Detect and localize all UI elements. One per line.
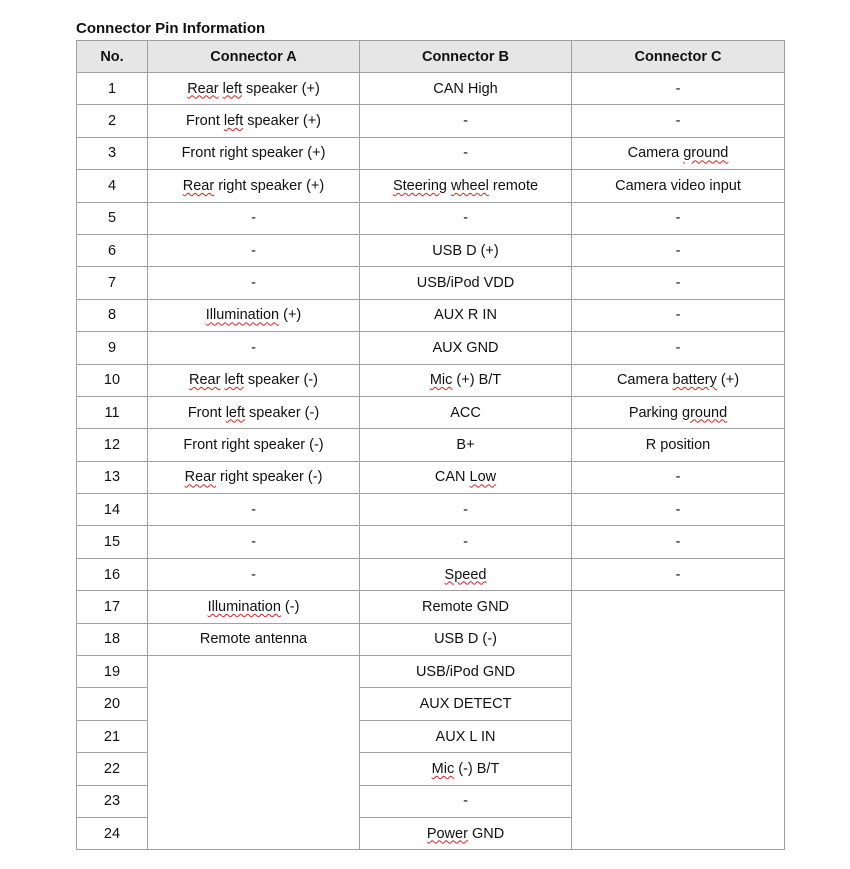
pin-number-cell: 11 [77, 396, 148, 428]
spellcheck-mark: Power [426, 825, 468, 842]
connector-b-cell: AUX GND [360, 332, 572, 364]
pin-number-cell: 1 [77, 73, 148, 105]
connector-b-cell: AUX R IN [360, 299, 572, 331]
pin-number-cell: 17 [77, 591, 148, 623]
connector-b-cell: CAN Low [360, 461, 572, 493]
table-row [77, 170, 785, 202]
table-row [77, 461, 785, 493]
connector-a-cell: Front left speaker (-) [148, 396, 360, 428]
pin-number-cell: 19 [77, 656, 148, 688]
connector-b-cell: ACC [360, 396, 572, 428]
connector-a-cell: Illumination (+) [148, 299, 360, 331]
table-row [77, 267, 785, 299]
spellcheck-mark: Rear [184, 469, 217, 486]
connector-b-cell: - [360, 105, 572, 137]
connector-c-cell: Camera battery (+) [572, 364, 785, 396]
connector-a-cell: Remote antenna [148, 623, 360, 655]
connector-a-cell: Front right speaker (-) [148, 429, 360, 461]
connector-b-cell: Power GND [360, 817, 572, 849]
connector-b-cell: - [360, 494, 572, 526]
table-row [77, 332, 785, 364]
table-row [77, 299, 785, 331]
pin-number-cell: 5 [77, 202, 148, 234]
table-row [77, 137, 785, 169]
table-header-row [77, 41, 785, 73]
connector-c-cell: R position [572, 429, 785, 461]
spellcheck-mark: Mic [431, 760, 455, 777]
connector-b-cell: USB/iPod GND [360, 656, 572, 688]
table-row [77, 73, 785, 105]
connector-a-cell: Front right speaker (+) [148, 137, 360, 169]
spellcheck-mark: left [222, 80, 243, 97]
connector-c-cell: - [572, 202, 785, 234]
connector-a-cell: - [148, 234, 360, 266]
connector-c-cell: - [572, 461, 785, 493]
connector-a-cell: Rear left speaker (+) [148, 73, 360, 105]
spellcheck-mark: left [223, 113, 244, 130]
connector-b-cell: AUX L IN [360, 720, 572, 752]
spellcheck-mark: Illumination [207, 598, 281, 615]
table-row [77, 396, 785, 428]
connector-c-cell: Camera ground [572, 137, 785, 169]
table-row [77, 234, 785, 266]
connector-b-cell: AUX DETECT [360, 688, 572, 720]
spellcheck-mark: Rear [182, 177, 215, 194]
connector-b-cell: Mic (-) B/T [360, 753, 572, 785]
connector-c-cell: - [572, 558, 785, 590]
spellcheck-mark: Rear [189, 372, 221, 389]
connector-c-cell: Camera video input [572, 170, 785, 202]
pin-number-cell: 15 [77, 526, 148, 558]
pin-number-cell: 23 [77, 785, 148, 817]
connector-c-cell: - [572, 234, 785, 266]
spellcheck-mark: Rear [187, 80, 219, 97]
pin-number-cell: 14 [77, 494, 148, 526]
table-row [77, 591, 785, 623]
pin-number-cell: 13 [77, 461, 148, 493]
connector-b-cell: Mic (+) B/T [360, 364, 572, 396]
connector-b-cell: Remote GND [360, 591, 572, 623]
pin-number-cell: 8 [77, 299, 148, 331]
connector-b-cell: - [360, 137, 572, 169]
connector-a-cell: Rear right speaker (+) [148, 170, 360, 202]
spellcheck-mark: Low [469, 469, 497, 486]
pin-number-cell: 4 [77, 170, 148, 202]
pin-number-cell: 2 [77, 105, 148, 137]
table-body [77, 73, 785, 850]
pin-number-cell: 10 [77, 364, 148, 396]
column-header-no: No. [77, 41, 148, 73]
connector-a-cell: Rear left speaker (-) [148, 364, 360, 396]
column-header-connector-c: Connector C [572, 41, 785, 73]
connector-pin-table [76, 40, 785, 850]
spellcheck-mark: ground [683, 145, 729, 162]
connector-a-cell: - [148, 526, 360, 558]
pin-number-cell: 6 [77, 234, 148, 266]
pin-number-cell: 22 [77, 753, 148, 785]
connector-a-cell: - [148, 267, 360, 299]
connector-a-cell: Front left speaker (+) [148, 105, 360, 137]
page-title: Connector Pin Information [76, 20, 266, 37]
connector-a-cell: - [148, 202, 360, 234]
connector-b-cell [360, 558, 572, 590]
connector-b-cell: - [360, 785, 572, 817]
pin-number-cell: 24 [77, 817, 148, 849]
connector-b-cell: CAN High [360, 73, 572, 105]
connector-a-cell: - [148, 494, 360, 526]
connector-b-cell: - [360, 526, 572, 558]
spellcheck-mark: left [225, 404, 246, 421]
connector-c-cell: Parking ground [572, 396, 785, 428]
table-row [77, 558, 785, 590]
pin-number-cell: 7 [77, 267, 148, 299]
connector-b-cell: USB/iPod VDD [360, 267, 572, 299]
spellcheck-mark: Illumination [205, 307, 280, 324]
connector-b-cell: Steering wheel remote [360, 170, 572, 202]
connector-a-empty-cell [148, 656, 360, 850]
pin-number-cell: 21 [77, 720, 148, 752]
connector-c-cell: - [572, 267, 785, 299]
connector-c-empty-cell [572, 591, 785, 850]
table-row [77, 429, 785, 461]
pin-number-cell: 20 [77, 688, 148, 720]
table-row [77, 494, 785, 526]
pin-number-cell: 16 [77, 558, 148, 590]
column-header-connector-a: Connector A [148, 41, 360, 73]
table-row [77, 364, 785, 396]
connector-c-cell: - [572, 299, 785, 331]
connector-b-cell: - [360, 202, 572, 234]
connector-c-cell: - [572, 494, 785, 526]
connector-c-cell: - [572, 105, 785, 137]
table-row [77, 526, 785, 558]
connector-a-cell: Rear right speaker (-) [148, 461, 360, 493]
connector-b-cell: B+ [360, 429, 572, 461]
connector-b-cell: USB D (-) [360, 623, 572, 655]
column-header-connector-b: Connector B [360, 41, 572, 73]
spellcheck-mark: Steering [392, 177, 447, 194]
table-row [77, 105, 785, 137]
connector-a-cell: - [148, 332, 360, 364]
pin-number-cell: 9 [77, 332, 148, 364]
connector-b-cell: USB D (+) [360, 234, 572, 266]
spellcheck-mark: Speed [444, 566, 487, 583]
spellcheck-mark: left [224, 372, 244, 389]
connector-a-cell: Illumination (-) [148, 591, 360, 623]
spellcheck-mark: ground [682, 404, 728, 421]
spellcheck-mark: battery [672, 372, 717, 389]
connector-c-cell: - [572, 73, 785, 105]
pin-number-cell: 12 [77, 429, 148, 461]
spellcheck-mark: Mic [429, 372, 453, 389]
table-row [77, 202, 785, 234]
spellcheck-mark: wheel [450, 177, 489, 194]
connector-c-cell: - [572, 526, 785, 558]
pin-number-cell: 3 [77, 137, 148, 169]
pin-number-cell: 18 [77, 623, 148, 655]
connector-a-cell: - [148, 558, 360, 590]
connector-c-cell: - [572, 332, 785, 364]
